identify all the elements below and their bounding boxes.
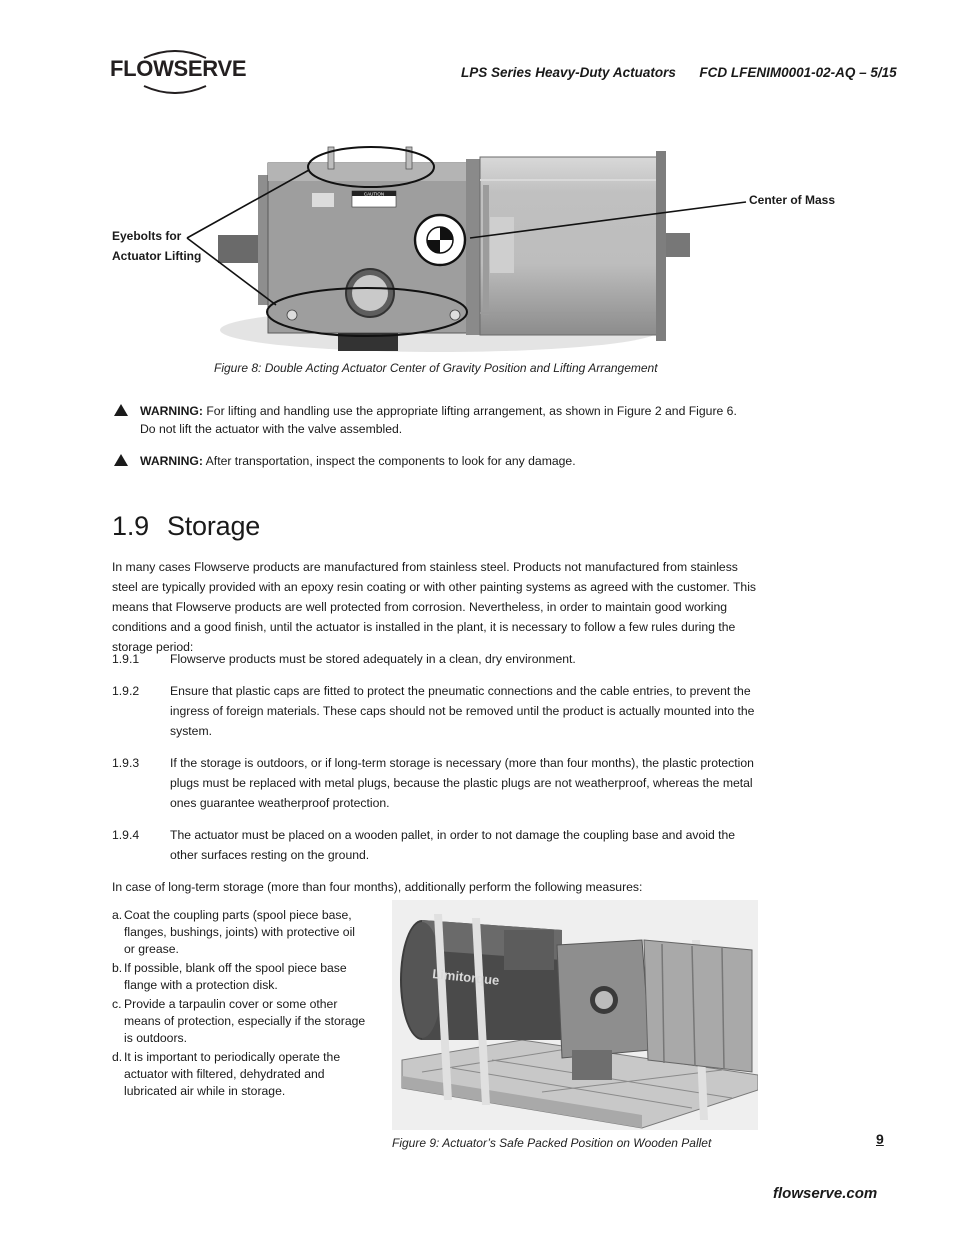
eyebolts-label-line2: Actuator Lifting — [112, 249, 202, 263]
warning-1-label: WARNING: — [140, 404, 203, 418]
list-item-text: actuator with filtered, dehydrated and — [124, 1067, 325, 1081]
warning-2-label: WARNING: — [140, 454, 203, 468]
logo-wordmark: FLOWSERVE — [110, 56, 247, 81]
list-item-text: or grease. — [124, 942, 179, 956]
measures-list — [112, 907, 382, 1100]
list-item — [112, 907, 382, 958]
list-item-text: Coat the coupling parts (spool piece base, — [124, 908, 352, 922]
center-of-mass-label: Center of Mass — [749, 193, 836, 207]
list-item-text: flanges, bushings, joints) with protective oil — [124, 925, 356, 939]
step-1-9-2 — [112, 681, 762, 741]
header-doc-info — [461, 65, 897, 80]
list-item-text: is outdoors. — [124, 1031, 188, 1045]
step-number: 1.9.1 — [112, 652, 140, 666]
warning-2 — [112, 452, 772, 470]
list-item — [112, 960, 382, 994]
step-text: Flowserve products must be stored adequately in a clean, dry environment. — [170, 652, 576, 666]
warning-triangle-icon — [114, 454, 128, 466]
list-item — [112, 996, 382, 1047]
figure-8-caption: Figure 8: Double Acting Actuator Center of Gravity Position and Lifting Arrangement — [214, 361, 658, 375]
step-number: 1.9.2 — [112, 684, 140, 698]
list-item-text: If possible, blank off the spool piece base — [124, 961, 347, 975]
page-number: 9 — [876, 1131, 884, 1147]
limitorque-brand-text: Limitorque — [431, 966, 501, 989]
step-text: Ensure that plastic caps are fitted to protect the pneumatic connections and the cable entries, to prevent the ingress of foreign materials. These caps should not be removed until the product is actually mounted into the system. — [170, 684, 755, 738]
list-item-label: d. — [112, 1050, 123, 1064]
step-1-9-3 — [112, 753, 762, 813]
warning-1-line1: For lifting and handling use the appropriate lifting arrangement, as shown in Figure 2 and Figure 6. — [202, 404, 737, 418]
section-intro-paragraph: In many cases Flowserve products are manufactured from stainless steel. Products not manufactured from stainless steel are typically provided with an epoxy resin coating or with other painting systems as agreed with the customer. This means that Flowserve products are well protected from corrosion. Nevertheless, in order to maintain good working conditions and a good finish, until the actuator is installed in the plant, it is necessary to follow a few rules during the storage period: — [112, 560, 757, 654]
list-item-text: lubricated air while in storage. — [124, 1084, 286, 1098]
eyebolts-callout-label — [112, 226, 201, 266]
section-number: 1.9 — [112, 511, 149, 541]
long-term-storage-intro: In case of long-term storage (more than four months), additionally perform the following measures: — [112, 880, 643, 894]
list-item-text: flange with a protection disk. — [124, 978, 278, 992]
list-item — [112, 1049, 382, 1100]
flowserve-logo — [110, 50, 250, 92]
step-number: 1.9.3 — [112, 756, 140, 770]
section-title: Storage — [166, 511, 261, 541]
list-item-label: a. — [112, 908, 123, 922]
step-1-9-1 — [112, 649, 762, 669]
warning-2-line1: After transportation, inspect the components to look for any damage. — [202, 454, 576, 468]
list-item-label: c. — [112, 997, 122, 1011]
caution-label-text: CAUTION — [363, 191, 385, 197]
header-doc-title: LPS Series Heavy-Duty Actuators — [461, 65, 676, 80]
list-item-text: It is important to periodically operate the — [124, 1050, 341, 1064]
section-heading — [112, 511, 260, 542]
eyebolts-label-line1: Eyebolts for — [112, 229, 182, 243]
list-item-label: b. — [112, 961, 123, 975]
figure-9-pallet-photo — [392, 900, 758, 1130]
logo-swoosh-icon — [140, 50, 210, 94]
step-number: 1.9.4 — [112, 828, 140, 842]
warning-1 — [112, 402, 772, 438]
step-text: The actuator must be placed on a wooden pallet, in order to not damage the coupling base and avoid the other surfaces resting on the ground. — [170, 828, 736, 862]
step-text: If the storage is outdoors, or if long-term storage is necessary (more than four months), the plastic protection plugs must be replaced with metal plugs, because the plastic plugs are not weatherproof, whereas the metal ones guarantee weatherproof protection. — [170, 756, 754, 810]
footer-website-link[interactable]: flowserve.com — [773, 1185, 878, 1202]
header-doc-code: FCD LFENIM0001-02-AQ – 5/15 — [699, 65, 897, 80]
warning-triangle-icon — [114, 404, 128, 416]
figure-9-caption: Figure 9: Actuator’s Safe Packed Position on Wooden Pallet — [392, 1136, 712, 1150]
list-item-text: means of protection, especially if the storage — [124, 1014, 366, 1028]
list-item-text: Provide a tarpaulin cover or some other — [124, 997, 338, 1011]
step-1-9-4 — [112, 825, 762, 865]
figure-8-callouts — [180, 140, 840, 360]
warning-1-line2: Do not lift the actuator with the valve assembled. — [140, 422, 403, 436]
